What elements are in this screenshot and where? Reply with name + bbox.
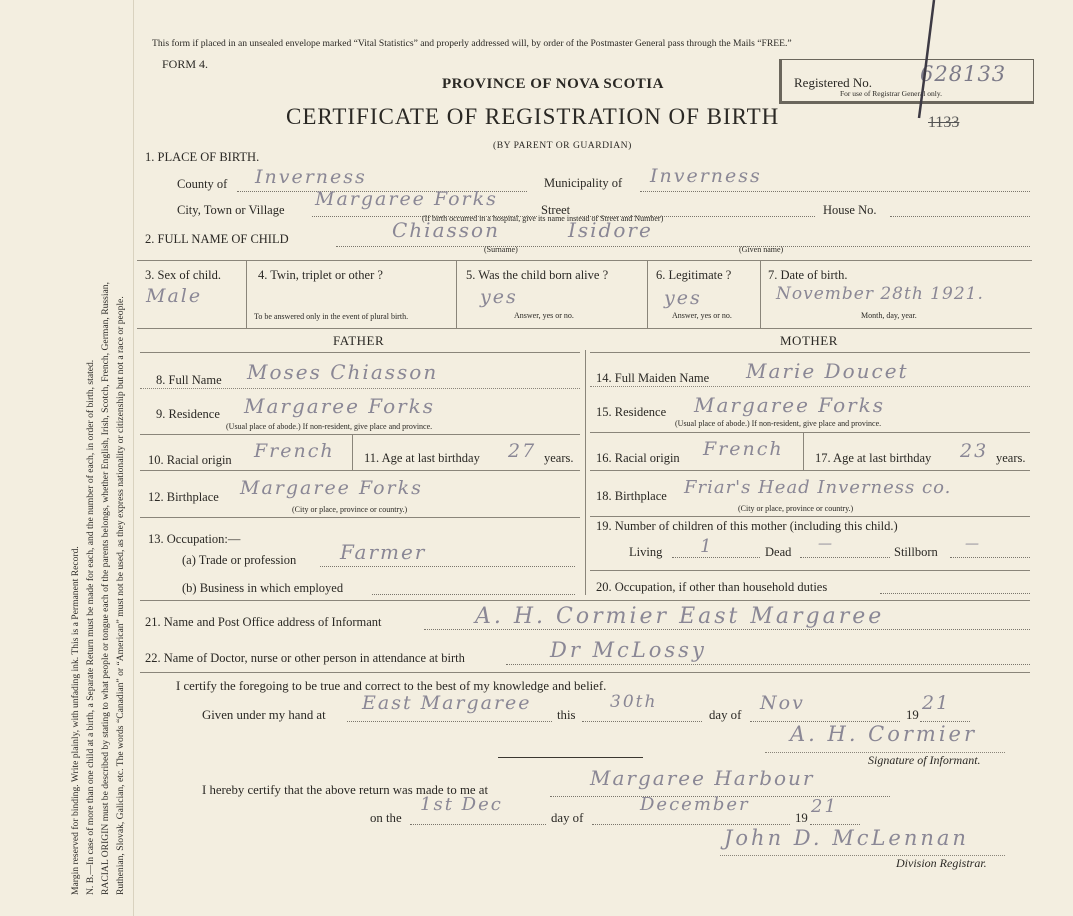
mother-racial-value: French [703,438,784,460]
county-value: Inverness [255,166,367,188]
county-label: County of [177,177,228,191]
dotted-line [880,593,1030,594]
dob-note: Month, day, year. [861,311,917,320]
cell-divider [760,260,761,328]
cell-divider [647,260,648,328]
year-prefix: 19 [906,708,919,722]
this-label: this [557,708,576,722]
given-place-value: East Margaree [362,692,532,714]
margin-note-binding: Margin reserved for binding. Write plainly, with unfading ink. This is a Permanent Record. [70,546,81,895]
rule [140,434,580,435]
given-month-value: Nov [760,692,805,714]
registrar-signature-caption: Division Registrar. [896,856,987,870]
legit-value: yes [664,287,702,309]
father-occupation-label: 13. Occupation:— [148,532,241,546]
dotted-line [410,824,546,825]
mother-res-value: Margaree Forks [694,393,886,417]
rule [590,386,1030,387]
dob-value: November 28th 1921. [776,284,984,304]
rule [140,672,1030,673]
father-name-label: 8. Full Name [156,373,222,387]
mother-racial-label: 16. Racial origin [596,451,680,465]
mother-res-label: 15. Residence [596,405,667,419]
city-label: City, Town or Village [177,203,285,217]
father-racial-value: French [254,440,335,462]
doctor-value: Dr McLossy [550,638,707,662]
rule [140,470,580,471]
doctor-label: 22. Name of Doctor, nurse or other person in attendance at birth [145,651,465,665]
cell-divider [456,260,457,328]
dead-label: Dead [765,545,792,559]
registrar-day-of-label: day of [551,811,584,825]
form-number: FORM 4. [162,57,209,71]
mother-occupation-label: 20. Occupation, if other than household duties [596,580,828,594]
legit-note: Answer, yes or no. [672,311,732,320]
municipality-label: Municipality of [544,176,623,190]
municipality-value: Inverness [650,165,762,187]
father-age-label: 11. Age at last birthday [364,451,480,465]
margin-note-racial-origin: RACIAL ORIGIN must be described by stating to what people or tongue each of the parents belongs, whether English, Irish, Scotch, French, German, Russian, [100,282,111,895]
rule [140,600,1030,601]
twin-label: 4. Twin, triplet or other ? [258,268,383,282]
on-the-label: on the [370,811,402,825]
dotted-line [424,629,1030,630]
hospital-note: (If birth occurred in a hospital, give its name instead of Street and Number) [422,214,664,223]
rule [590,470,1030,471]
registrar-year-value: 21 [811,796,838,817]
dead-value: — [818,536,834,552]
father-res-label: 9. Residence [156,407,220,421]
father-rule [140,352,580,353]
informant-signature-caption: Signature of Informant. [868,753,981,767]
stillborn-label: Stillborn [894,545,938,559]
municipality-line [640,191,1030,192]
section-separator [498,757,643,758]
given-caption: (Given name) [739,245,784,254]
row-divider-bottom [137,328,1032,329]
rule [590,432,1030,433]
twin-note: To be answered only in the event of plural birth. [254,312,409,321]
alive-note: Answer, yes or no. [514,311,574,320]
informant-signature: A. H. Cormier [790,722,978,746]
registered-value: 628133 [920,62,1007,86]
rule [590,570,1030,571]
given-day-value: 30th [610,692,658,712]
house-line [890,216,1030,217]
father-years: years. [544,451,574,465]
mother-birthplace-value: Friar's Head Inverness co. [684,477,952,498]
father-res-note: (Usual place of abode.) If non-resident, give place and province. [226,422,433,431]
dotted-line [347,721,552,722]
mother-age-value: 23 [960,440,989,462]
registrar-day-value: 1st Dec [420,794,503,815]
dotted-line [672,557,760,558]
day-of-label: day of [709,708,742,722]
street-label: Street [541,203,571,217]
dotted-line [950,557,1030,558]
child-surname-value: Chiasson [392,218,500,242]
informant-value: A. H. Cormier East Margaree [475,604,885,629]
place-heading: 1. PLACE OF BIRTH. [145,150,260,164]
mother-age-label: 17. Age at last birthday [815,451,932,465]
registrar-year-prefix: 19 [795,811,808,825]
postal-notice: This form if placed in an unsealed envelope marked “Vital Statistics” and properly addressed will, by order of the Postmaster General pass through the Mails “FREE.” [152,38,792,49]
dotted-line [800,557,890,558]
rule [140,388,580,389]
province-heading: PROVINCE OF NOVA SCOTIA [442,76,664,92]
column-divider [585,350,586,595]
father-business-label: (b) Business in which employed [182,581,344,595]
house-label: House No. [823,203,877,217]
registrar-month-value: December [640,794,750,815]
mother-rule [590,352,1030,353]
pen-stroke [900,0,940,120]
mother-name-value: Marie Doucet [746,359,909,383]
child-name-line [336,246,1030,247]
dotted-line [506,664,1030,665]
father-birthplace-note: (City or place, province or country.) [292,505,408,514]
cell-divider [246,260,247,328]
given-year-value: 21 [922,692,951,714]
registrar-signature: John D. McLennan [724,826,969,850]
rule [590,516,1030,517]
child-name-label: 2. FULL NAME OF CHILD [145,232,289,246]
margin-note-racial-origin-2: Ruthenian, Slovak, Galician, etc. The words “Canadian” or “American” must not be used, as they express nationality or citizenship but not a race or people. [115,296,126,895]
father-trade-value: Farmer [340,540,427,564]
living-value: 1 [700,536,714,557]
father-heading: FATHER [333,333,385,348]
mother-children-label: 19. Number of children of this mother (including this child.) [596,519,898,533]
dotted-line [810,824,860,825]
certify-statement: I certify the foregoing to be true and correct to the best of my knowledge and belief. [176,679,607,693]
cell-divider [352,434,353,470]
mother-birthplace-note: (City or place, province or country.) [738,504,854,513]
registered-label: Registered No. [794,75,872,90]
legit-label: 6. Legitimate ? [656,268,732,282]
struck-number: 1133 [928,114,960,131]
mother-birthplace-label: 18. Birthplace [596,489,667,503]
certificate-title: CERTIFICATE OF REGISTRATION OF BIRTH [286,104,780,129]
fold-line [133,0,134,916]
father-birthplace-label: 12. Birthplace [148,490,219,504]
alive-label: 5. Was the child born alive ? [466,268,609,282]
child-given-value: Isidore [568,218,653,242]
dotted-line [582,721,702,722]
stillborn-value: — [965,536,981,552]
margin-note-multiple-births: N. B.—In case of more than one child at a birth, a Separate Return must be made for each, and the number of each, in order of birth, stated. [85,359,96,895]
registrar-note: For use of Registrar General only. [840,89,942,98]
father-trade-label: (a) Trade or profession [182,553,297,567]
city-value: Margaree Forks [315,188,498,210]
surname-caption: (Surname) [484,245,518,254]
certificate-subtitle: (BY PARENT OR GUARDIAN) [493,140,632,151]
mother-years: years. [996,451,1026,465]
father-res-value: Margaree Forks [244,394,436,418]
father-racial-label: 10. Racial origin [148,453,232,467]
dotted-line [320,566,575,567]
registrar-statement: I hereby certify that the above return was made to me at [202,783,489,797]
dotted-line [372,594,575,595]
father-age-value: 27 [508,440,537,462]
mother-name-label: 14. Full Maiden Name [596,371,710,385]
mother-res-note: (Usual place of abode.) If non-resident, give place and province. [675,419,882,428]
informant-label: 21. Name and Post Office address of Informant [145,615,382,629]
registrar-place-value: Margaree Harbour [590,766,815,790]
rule [140,517,580,518]
sex-label: 3. Sex of child. [145,268,222,282]
given-under-label: Given under my hand at [202,708,326,722]
father-name-value: Moses Chiasson [247,360,439,384]
alive-value: yes [480,286,518,308]
mother-heading: MOTHER [780,333,838,348]
binding-margin [0,0,135,916]
sex-value: Male [146,285,203,307]
cell-divider [803,432,804,470]
dotted-line [592,824,790,825]
father-birthplace-value: Margaree Forks [240,477,423,499]
living-label: Living [629,545,663,559]
row-divider-top [137,260,1032,261]
dob-label: 7. Date of birth. [768,268,848,282]
